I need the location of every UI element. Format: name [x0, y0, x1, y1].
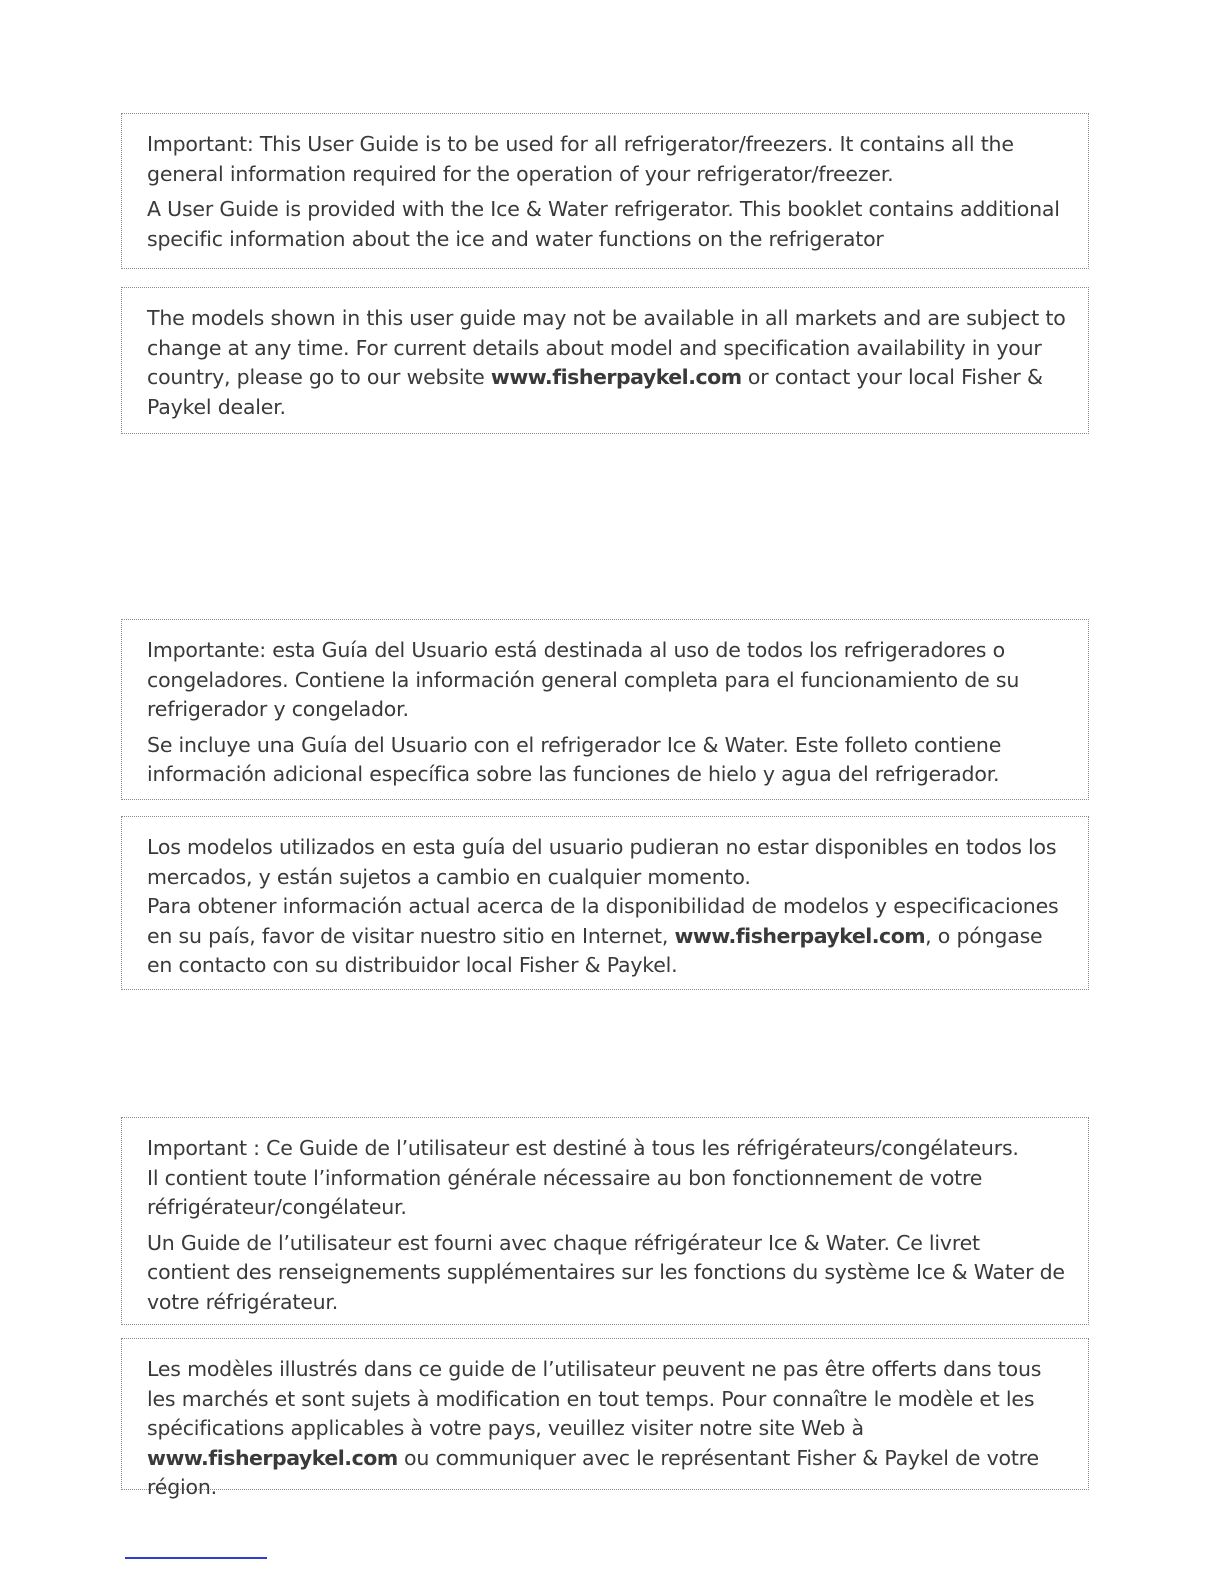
french-models-text-after: ou communiquer avec le représentant Fisher & Paykel de votre région.	[147, 1445, 1039, 1499]
spanish-models-text-after: , o póngase en contacto con su distribuidor local Fisher & Paykel.	[147, 923, 1043, 977]
french-important-paragraph-1b: Il contient toute l’information générale nécessaire au bon fonctionnement de votre réfrigérateur/congélateur.	[147, 1165, 983, 1219]
english-models-text-after: or contact your local Fisher & Paykel dealer.	[147, 365, 1043, 419]
french-models-text-before: Les modèles illustrés dans ce guide de l’utilisateur peuvent ne pas être offerts dans tous les marchés et sont sujets à modification en tout temps. Pour connaître le modèle et les spécifications applicables à votre pays, veuillez visiter notre site Web à	[147, 1357, 1042, 1440]
english-models-notice	[121, 287, 1089, 434]
english-website-link[interactable]: www.fisherpaykel.com	[490, 365, 742, 389]
spanish-models-paragraph-1: Los modelos utilizados en esta guía del usuario pudieran no estar disponibles en todos los mercados, y están sujetos a cambio en cualquier momento.	[147, 835, 1057, 889]
french-models-notice	[121, 1338, 1089, 1499]
french-important-notice	[121, 1117, 1089, 1325]
spanish-important-paragraph-1: Importante: esta Guía del Usuario está destinada al uso de todos los refrigeradores o congeladores. Contiene la información general completa para el funcionamiento de su refrigerador y congelador.	[147, 638, 1020, 721]
spanish-models-paragraph-2	[147, 892, 1068, 981]
spanish-models-text-before: Para obtener información actual acerca de la disponibilidad de modelos y especificaciones en su país, favor de visitar nuestro sitio en Internet,	[147, 894, 1059, 948]
english-models-paragraph	[147, 304, 1068, 422]
spanish-website-link[interactable]: www.fisherpaykel.com	[674, 923, 926, 948]
french-important-paragraph-1a: Important : Ce Guide de l’utilisateur est destiné à tous les réfrigérateurs/congélateurs.	[147, 1136, 1019, 1160]
french-website-link[interactable]: www.fisherpaykel.com	[147, 1445, 398, 1470]
spanish-important-paragraph-2: Se incluye una Guía del Usuario con el refrigerador Ice & Water. Este folleto contiene información adicional específica sobre las funciones de hielo y agua del refrigerador.	[147, 732, 1002, 786]
footer-rule	[125, 1557, 267, 1559]
spanish-important-notice	[121, 619, 1089, 800]
english-important-notice	[121, 113, 1089, 269]
french-models-paragraph	[147, 1355, 1068, 1503]
english-important-paragraph-1: Important: This User Guide is to be used for all refrigerator/freezers. It contains all the general information required for the operation of your refrigerator/freezer.	[147, 132, 1014, 186]
french-important-paragraph-2: Un Guide de l’utilisateur est fourni avec chaque réfrigérateur Ice & Water. Ce livret contient des renseignements supplémentaires sur les fonctions du système Ice & Water de votre réfrigérateur.	[147, 1230, 1065, 1314]
english-models-text-before: The models shown in this user guide may not be available in all markets and are subject to change at any time. For current details about model and specification availability in your country, please go to our website	[147, 306, 1066, 389]
english-important-paragraph-2: A User Guide is provided with the Ice & Water refrigerator. This booklet contains additional specific information about the ice and water functions on the refrigerator	[147, 197, 1060, 251]
spanish-models-notice	[121, 816, 1089, 990]
